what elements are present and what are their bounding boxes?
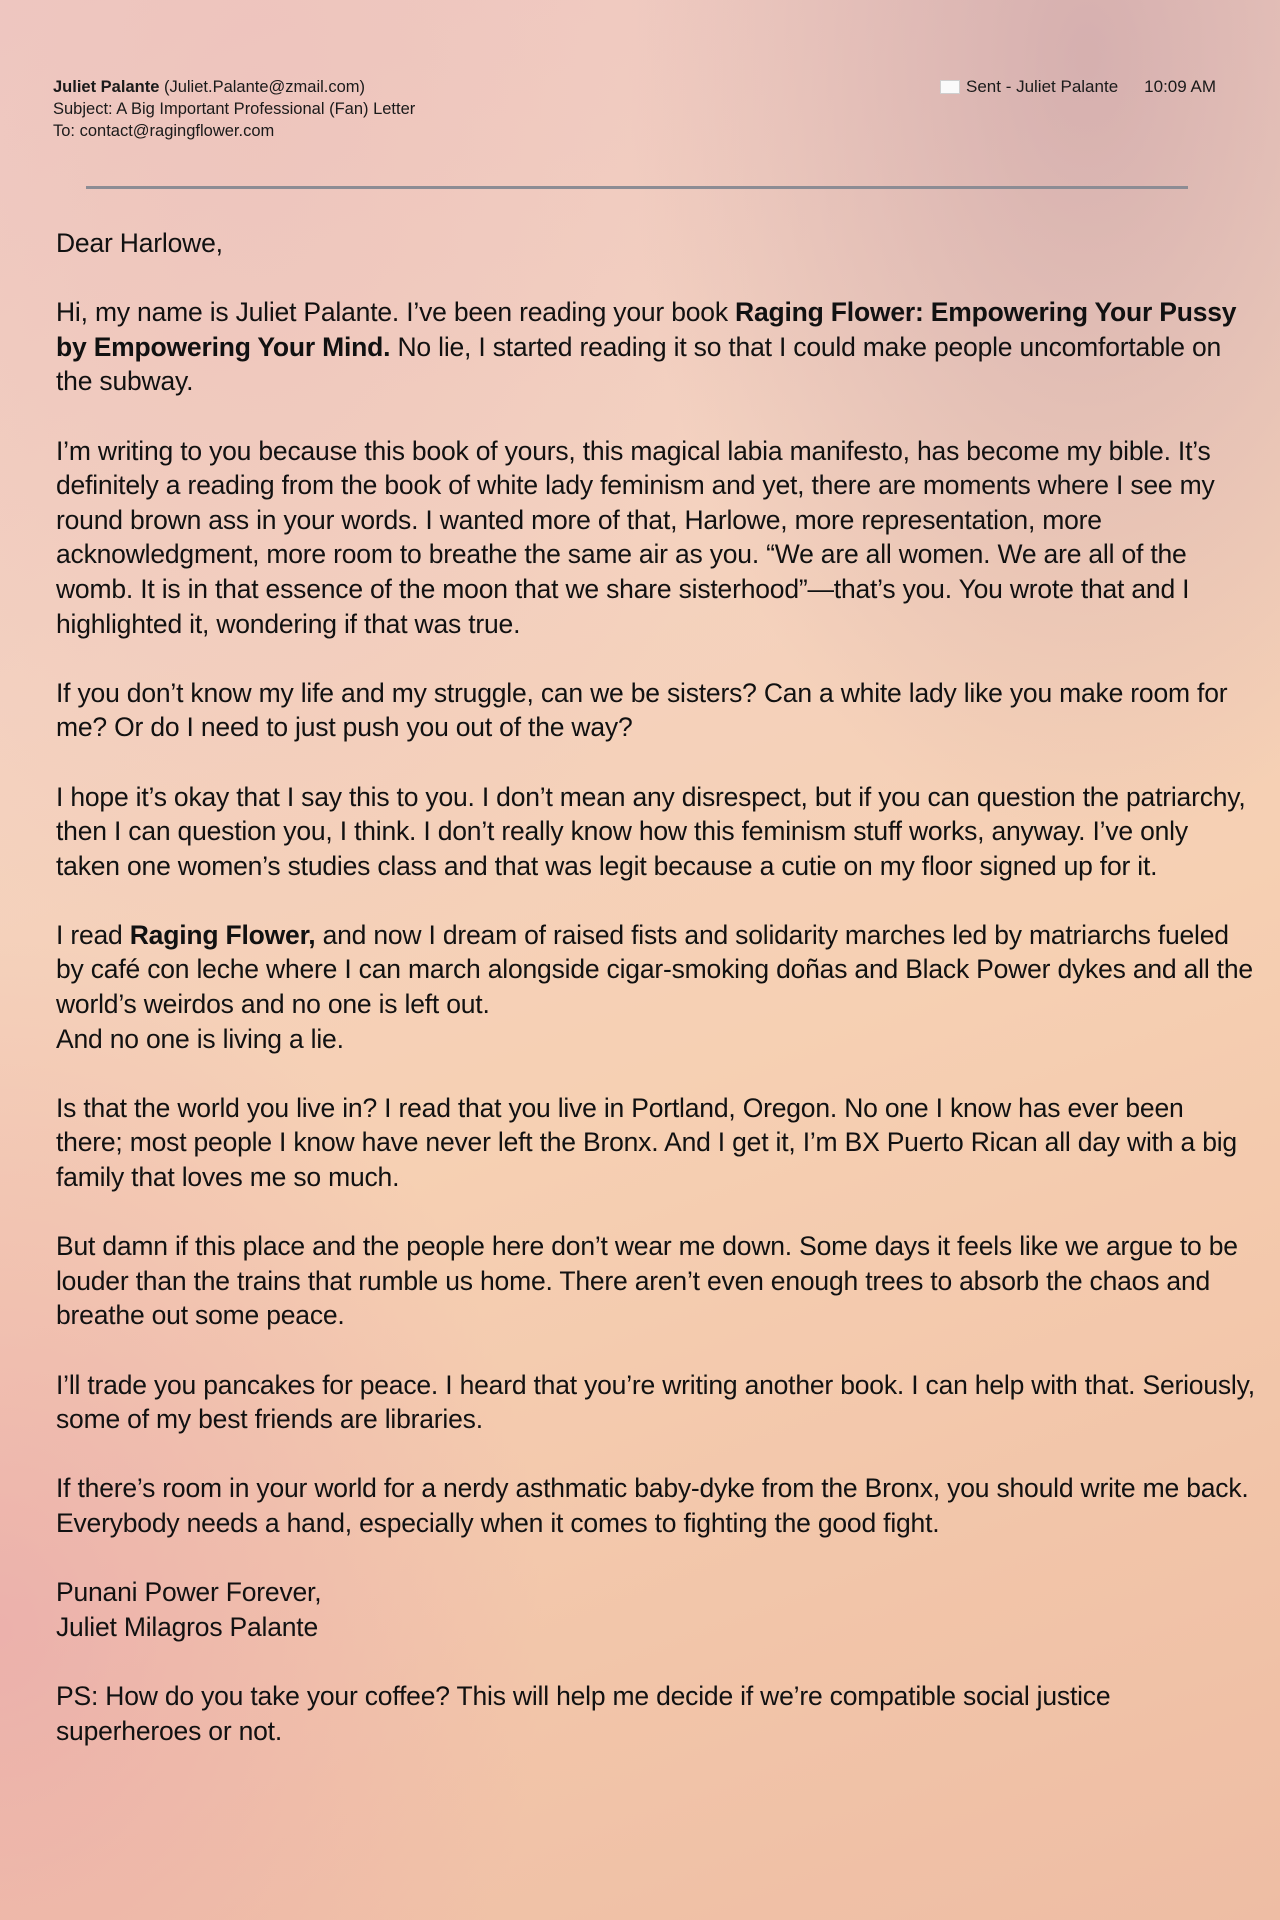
sent-time: 10:09 AM <box>1144 77 1216 96</box>
paragraph-5 <box>56 918 1256 1056</box>
paragraph-2: I’m writing to you because this book of yours, this magical labia manifesto, has become my bible. It’s definitely a reading from the book of white lady feminism and yet, there are moments where I see my round brown ass in your words. I wanted more of that, Harlowe, more representation, more acknowledgment, more room to breathe the same air as you. “We are all women. We are all of the womb. It is in that essence of the moon that we share sisterhood”—that’s you. You wrote that and I highlighted it, wondering if that was true. <box>56 435 1215 639</box>
folder-label[interactable]: Sent - Juliet Palante <box>966 77 1119 96</box>
text: No lie, I started reading it so that I could make people uncomfortable on the subway. <box>56 331 1222 397</box>
sign-off <box>56 1575 1256 1644</box>
email-header <box>53 76 415 142</box>
paragraph-7: But damn if this place and the people here don’t wear me down. Some days it feels like we argue to be louder than the trains that rumble us home. There aren’t even enough trees to absorb the chaos and breathe out some peace. <box>56 1231 1238 1331</box>
book-title: Raging Flower: Empowering Your Pussy by Empowering Your Mind. <box>56 297 1237 362</box>
greeting: Dear Harlowe, <box>56 228 223 258</box>
paragraph-1 <box>56 295 1256 399</box>
folder-icon <box>940 80 960 94</box>
postscript: PS: How do you take your coffee? This will help me decide if we’re compatible social justice superheroes or not. <box>56 1680 1111 1746</box>
text: Hi, my name is Juliet Palante. I’ve been reading your book <box>56 297 736 328</box>
letter-body <box>56 226 1256 1783</box>
sender-name: Juliet Palante <box>53 78 160 96</box>
paragraph-3: If you don’t know my life and my struggle, can we be sisters? Can a white lady like you make room for me? Or do I need to just push you out of the way? <box>56 677 1228 743</box>
text: and now I dream of raised fists and solidarity marches led by matriarchs fueled by café con leche where I can march alongside cigar-smoking doñas and Black Power dykes and all the world’s weirdos and no one is left out. <box>56 919 1253 1020</box>
closing: Punani Power Forever, <box>56 1577 322 1608</box>
subject-line: Subject: A Big Important Professional (Fan) Letter <box>53 100 416 118</box>
sender-email[interactable]: (Juliet.Palante@zmail.com) <box>163 78 366 96</box>
mailbox-info <box>940 76 1216 98</box>
text: I read <box>56 919 130 950</box>
paragraph-4: I hope it’s okay that I say this to you. I don’t mean any disrespect, but if you can question the patriarchy, then I can question you, I think. I don’t really know how this feminism stuff works, anyway. I’ve only taken one women’s studies class and that was legit because a cutie on my floor signed up for it. <box>56 781 1246 881</box>
paragraph-9: If there’s room in your world for a nerdy asthmatic baby-dyke from the Bronx, you should write me back. Everybody needs a hand, especially when it comes to fighting the good fight. <box>56 1473 1249 1538</box>
recipient-line: To: contact@ragingflower.com <box>53 122 275 140</box>
paragraph-8: I’ll trade you pancakes for peace. I heard that you’re writing another book. I can help with that. Seriously, some of my best friends are libraries. <box>56 1369 1255 1435</box>
book-title: Raging Flower, <box>129 919 316 950</box>
header-divider <box>86 186 1188 189</box>
signature: Juliet Milagros Palante <box>56 1611 319 1642</box>
text: And no one is living a lie. <box>56 1023 344 1054</box>
paragraph-6: Is that the world you live in? I read that you live in Portland, Oregon. No one I know has ever been there; most people I know have never left the Bronx. And I get it, I’m BX Puerto Rican all day with a big family that loves me so much. <box>56 1092 1237 1193</box>
sender-line <box>53 76 415 98</box>
